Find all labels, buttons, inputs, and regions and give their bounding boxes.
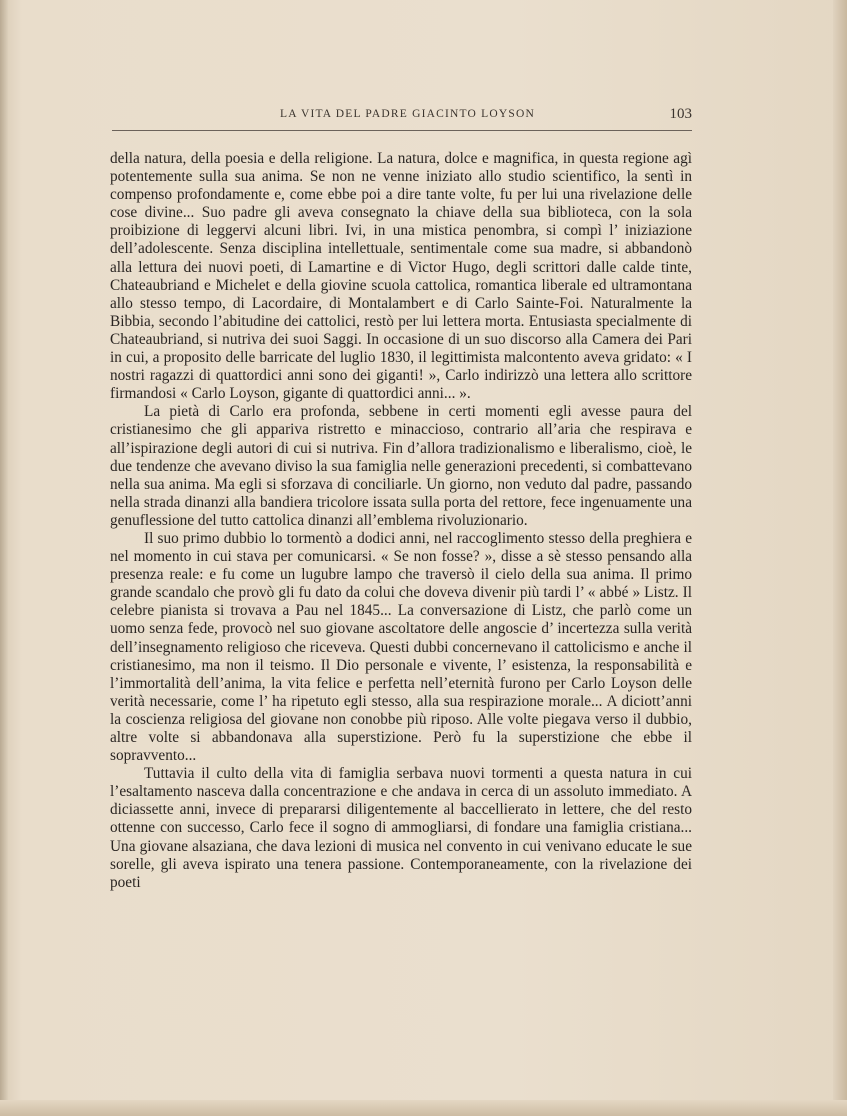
page-right-edge (833, 0, 847, 1116)
paragraph-2: La pietà di Carlo era profonda, sebbene in certi momenti egli avesse paura del cristianesimo che gli appariva ristretto e minaccioso, contrario all’aria che respirava e all’ispirazione degli autori di cui si nutriva. Fin d’allora tradizionalismo e liberalismo, cioè, le due tendenze che avevano diviso la sua famiglia nelle generazioni precedenti, si combattevano nella sua anima. Ma egli si sforzava di conciliarle. Un giorno, non veduto dal padre, passando nella strada dinanzi alla bandiera tricolore issata sulla porta del rettore, fece ingenuamente una genuflessione del tutto cattolica dinanzi all’emblema rivoluzionario. (110, 403, 692, 529)
running-head: LA VITA DEL PADRE GIACINTO LOYSON (280, 108, 535, 120)
paragraph-1: della natura, della poesia e della religione. La natura, dolce e magnifica, in questa regione agì potentemente sulla sua anima. Se non ne venne iniziato allo studio scientifico, la sentì in compenso profondamente e, come ebbe poi a dire tante volte, fu per lui una rivelazione delle cose divine... Suo padre gli aveva consegnato la chiave della sua biblioteca, con la sola proibizione di leggervi alcuni libri. Ivi, in una mistica penombra, si compì l’ iniziazione dell’adolescente. Senza disciplina intellettuale, sentimentale come sua madre, si abbandonò alla lettura dei nuovi poeti, di Lamartine e di Victor Hugo, degli scrittori dalle calde tinte, Chateaubriand e Michelet e della giovine scuola cattolica, romantica liberale ed ultramontana allo stesso tempo, di Lacordaire, di Montalambert e di Carlo Sainte-Foi. Naturalmente la Bibbia, secondo l’abitudine dei cattolici, restò per lui lettera morta. Entusiasta specialmente di Chateaubriand, si nutriva dei suoi Saggi. In occasione di un suo discorso alla Camera dei Pari in cui, a proposito delle barricate del luglio 1830, il legittimista malcontento aveva gridato: « I nostri ragazzi di quattordici anni sono dei giganti! », Carlo indirizzò una lettera allo scrittore firmandosi « Carlo Loyson, gigante di quattordici anni... ». (110, 150, 692, 403)
header-rule (112, 130, 692, 131)
page-number: 103 (669, 106, 692, 122)
page-bottom-edge (0, 1100, 847, 1116)
paragraph-3: Il suo primo dubbio lo tormentò a dodici anni, nel raccoglimento stesso della preghiera e nel momento in cui stava per comunicarsi. « Se non fosse? », disse a sè stesso pensando alla presenza reale: e fu come un lugubre lampo che traversò il cielo della sua anima. Il primo grande scandalo che provò gli fu dato da colui che doveva divenir più tardi l’ « abbé » Listz. Il celebre pianista si trovava a Pau nel 1845... La conversazione di Listz, che parlò come un uomo senza fede, provocò nel suo giovane ascoltatore delle angoscie d’ incertezza sulla verità dell’insegnamento religioso che riceveva. Questi dubbi concernevano il cattolicismo e anche il cristianesimo, ma non il teismo. Il Dio personale e vivente, l’ esistenza, la responsabilità e l’immortalità dell’anima, la vita felice e perfetta nell’eternità furono per Carlo Loyson delle verità necessarie, come l’ ha ripetuto egli stesso, alla sua respirazione morale... A diciott’anni la coscienza religiosa del giovane non conobbe più riposo. Alle volte piegava verso il dubbio, altre volte si abbandonava alla superstizione. Però fu la superstizione che ebbe il sopravvento... (110, 529, 692, 765)
body-text (110, 150, 692, 892)
paragraph-4: Tuttavia il culto della vita di famiglia serbava nuovi tormenti a questa natura in cui l’esaltamento nasceva dalla concentrazione e che andava in cerca di un assoluto immediato. A diciassette anni, invece di prepararsi diligentemente al baccellierato in lettere, che del resto ottenne con successo, Carlo fece il sogno di ammogliarsi, di fondare una famiglia cristiana... Una giovane alsaziana, che dava lezioni di musica nel convento in cui venivano educate le sue sorelle, gli aveva ispirato una tenera passione. Contemporaneamente, con la rivelazione dei poeti (110, 765, 692, 891)
page-left-edge (0, 0, 8, 1116)
page-header (112, 108, 692, 126)
